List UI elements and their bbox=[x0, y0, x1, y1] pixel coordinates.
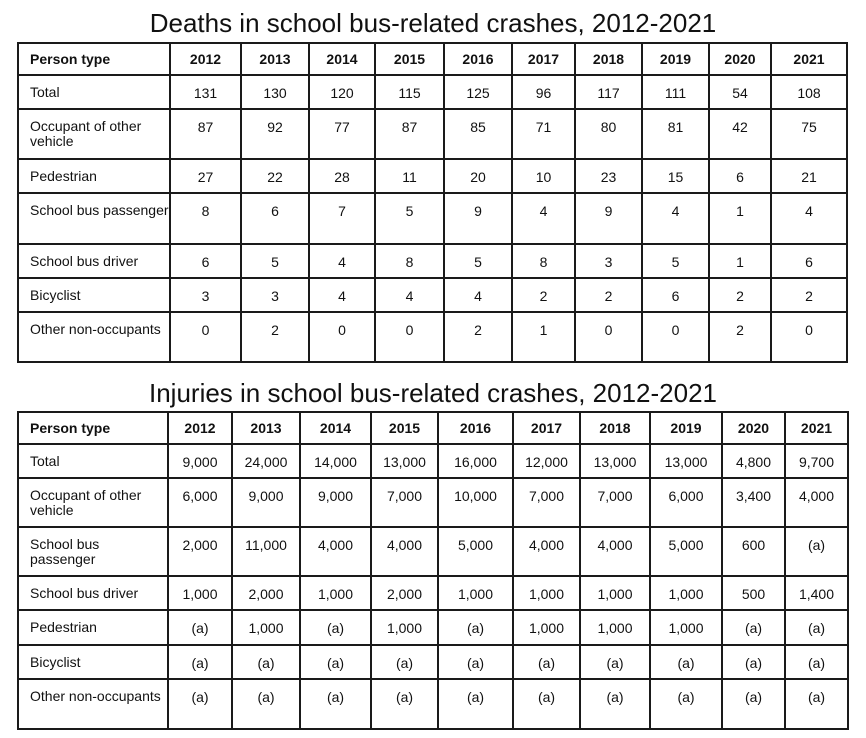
table-cell: 42 bbox=[709, 109, 771, 159]
table-cell: 13,000 bbox=[580, 444, 650, 478]
table-cell: 10 bbox=[512, 159, 575, 193]
table-cell: 85 bbox=[444, 109, 512, 159]
table-row bbox=[18, 645, 848, 679]
table-cell: 1,000 bbox=[300, 576, 371, 610]
table-row bbox=[18, 75, 847, 109]
injuries-table bbox=[17, 411, 849, 730]
column-header-year: 2015 bbox=[375, 43, 444, 75]
table-cell: 4 bbox=[512, 193, 575, 244]
row-label: Pedestrian bbox=[18, 159, 170, 193]
table-cell: 120 bbox=[309, 75, 375, 109]
column-header-year: 2014 bbox=[309, 43, 375, 75]
table-cell: (a) bbox=[371, 645, 438, 679]
column-header-year: 2016 bbox=[444, 43, 512, 75]
table-cell: 81 bbox=[642, 109, 709, 159]
table-cell: (a) bbox=[722, 610, 785, 645]
table-cell: (a) bbox=[580, 679, 650, 729]
table-cell: 9,000 bbox=[232, 478, 300, 527]
column-header-year: 2015 bbox=[371, 412, 438, 444]
table-cell: (a) bbox=[722, 679, 785, 729]
table-cell: (a) bbox=[722, 645, 785, 679]
table-cell: 4 bbox=[309, 278, 375, 312]
table-cell: 71 bbox=[512, 109, 575, 159]
column-header-year: 2019 bbox=[642, 43, 709, 75]
column-header-year: 2018 bbox=[575, 43, 642, 75]
column-header-person-type: Person type bbox=[18, 43, 170, 75]
table-cell: 2 bbox=[709, 278, 771, 312]
row-label: School bus passenger bbox=[18, 193, 170, 244]
table-cell: 23 bbox=[575, 159, 642, 193]
table-cell: 7,000 bbox=[580, 478, 650, 527]
table-cell: 2,000 bbox=[232, 576, 300, 610]
injuries-header-row bbox=[18, 412, 848, 444]
row-label: Total bbox=[18, 75, 170, 109]
table-cell: 54 bbox=[709, 75, 771, 109]
table-cell: (a) bbox=[513, 679, 580, 729]
table-cell: 77 bbox=[309, 109, 375, 159]
table-row bbox=[18, 244, 847, 278]
row-label: Total bbox=[18, 444, 168, 478]
table-cell: 4 bbox=[444, 278, 512, 312]
table-cell: (a) bbox=[785, 679, 848, 729]
table-cell: 1,000 bbox=[168, 576, 232, 610]
table-cell: 0 bbox=[375, 312, 444, 362]
table-cell: 0 bbox=[309, 312, 375, 362]
table-cell: 4 bbox=[309, 244, 375, 278]
table-cell: (a) bbox=[168, 645, 232, 679]
column-header-year: 2018 bbox=[580, 412, 650, 444]
table-cell: 28 bbox=[309, 159, 375, 193]
table-cell: 4,000 bbox=[785, 478, 848, 527]
table-cell: (a) bbox=[300, 610, 371, 645]
table-cell: 13,000 bbox=[650, 444, 722, 478]
column-header-year: 2016 bbox=[438, 412, 513, 444]
deaths-table bbox=[17, 42, 848, 363]
table-cell: 2 bbox=[444, 312, 512, 362]
table-cell: 125 bbox=[444, 75, 512, 109]
row-label: Bicyclist bbox=[18, 278, 170, 312]
table-cell: 600 bbox=[722, 527, 785, 576]
deaths-table-title: Deaths in school bus-related crashes, 2012-2021 bbox=[149, 8, 717, 38]
table-cell: 0 bbox=[642, 312, 709, 362]
table-cell: 1 bbox=[512, 312, 575, 362]
row-label: Occupant of other vehicle bbox=[18, 478, 168, 527]
table-cell: (a) bbox=[650, 645, 722, 679]
table-cell: 3 bbox=[241, 278, 309, 312]
table-cell: 0 bbox=[575, 312, 642, 362]
table-row bbox=[18, 278, 847, 312]
table-cell: 1,000 bbox=[232, 610, 300, 645]
table-cell: 27 bbox=[170, 159, 241, 193]
table-cell: 5 bbox=[241, 244, 309, 278]
table-cell: 14,000 bbox=[300, 444, 371, 478]
table-cell: 2 bbox=[512, 278, 575, 312]
column-header-year: 2019 bbox=[650, 412, 722, 444]
table-cell: (a) bbox=[785, 527, 848, 576]
table-cell: (a) bbox=[650, 679, 722, 729]
table-cell: (a) bbox=[438, 679, 513, 729]
table-cell: 4,000 bbox=[513, 527, 580, 576]
table-cell: 4 bbox=[771, 193, 847, 244]
table-row bbox=[18, 478, 848, 527]
table-cell: 16,000 bbox=[438, 444, 513, 478]
table-cell: 13,000 bbox=[371, 444, 438, 478]
table-cell: 0 bbox=[170, 312, 241, 362]
table-cell: 5 bbox=[444, 244, 512, 278]
table-cell: 22 bbox=[241, 159, 309, 193]
table-cell: (a) bbox=[232, 645, 300, 679]
table-cell: 4 bbox=[642, 193, 709, 244]
table-cell: 2 bbox=[771, 278, 847, 312]
column-header-year: 2021 bbox=[771, 43, 847, 75]
table-cell: 3 bbox=[170, 278, 241, 312]
column-header-year: 2017 bbox=[512, 43, 575, 75]
table-cell: (a) bbox=[785, 645, 848, 679]
table-cell: 4,800 bbox=[722, 444, 785, 478]
table-cell: 4,000 bbox=[580, 527, 650, 576]
row-label: School bus passenger bbox=[18, 527, 168, 576]
table-cell: 117 bbox=[575, 75, 642, 109]
table-cell: 108 bbox=[771, 75, 847, 109]
table-cell: 500 bbox=[722, 576, 785, 610]
column-header-year: 2012 bbox=[170, 43, 241, 75]
column-header-year: 2020 bbox=[722, 412, 785, 444]
table-cell: 6 bbox=[170, 244, 241, 278]
column-header-year: 2021 bbox=[785, 412, 848, 444]
column-header-year: 2012 bbox=[168, 412, 232, 444]
table-cell: (a) bbox=[513, 645, 580, 679]
table-cell: 9,000 bbox=[168, 444, 232, 478]
table-cell: 7,000 bbox=[513, 478, 580, 527]
table-cell: 80 bbox=[575, 109, 642, 159]
row-label: Other non-occupants bbox=[18, 679, 168, 729]
column-header-year: 2020 bbox=[709, 43, 771, 75]
table-cell: 5,000 bbox=[650, 527, 722, 576]
row-label: Other non-occupants bbox=[18, 312, 170, 362]
table-cell: 96 bbox=[512, 75, 575, 109]
table-row bbox=[18, 444, 848, 478]
table-cell: 6 bbox=[642, 278, 709, 312]
row-label: School bus driver bbox=[18, 576, 168, 610]
table-cell: 92 bbox=[241, 109, 309, 159]
table-cell: 5 bbox=[642, 244, 709, 278]
table-row bbox=[18, 679, 848, 729]
table-cell: 0 bbox=[771, 312, 847, 362]
table-cell: 7 bbox=[309, 193, 375, 244]
table-cell: 5 bbox=[375, 193, 444, 244]
table-cell: (a) bbox=[438, 645, 513, 679]
table-cell: 8 bbox=[170, 193, 241, 244]
table-cell: 130 bbox=[241, 75, 309, 109]
table-cell: 1,000 bbox=[650, 576, 722, 610]
table-cell: 6 bbox=[771, 244, 847, 278]
table-cell: 75 bbox=[771, 109, 847, 159]
table-cell: 2,000 bbox=[168, 527, 232, 576]
row-label: School bus driver bbox=[18, 244, 170, 278]
table-cell: 2 bbox=[241, 312, 309, 362]
table-cell: 6 bbox=[241, 193, 309, 244]
table-cell: 7,000 bbox=[371, 478, 438, 527]
table-cell: 6 bbox=[709, 159, 771, 193]
table-cell: 4,000 bbox=[371, 527, 438, 576]
table-cell: 21 bbox=[771, 159, 847, 193]
deaths-table-header bbox=[18, 43, 847, 75]
column-header-year: 2013 bbox=[241, 43, 309, 75]
table-cell: 3 bbox=[575, 244, 642, 278]
table-cell: 11,000 bbox=[232, 527, 300, 576]
table-cell: 1,000 bbox=[513, 576, 580, 610]
table-cell: 8 bbox=[512, 244, 575, 278]
table-cell: 9 bbox=[575, 193, 642, 244]
injuries-table-body bbox=[18, 444, 848, 729]
table-cell: 4,000 bbox=[300, 527, 371, 576]
table-cell: 10,000 bbox=[438, 478, 513, 527]
table-cell: 1,000 bbox=[513, 610, 580, 645]
table-row bbox=[18, 159, 847, 193]
table-cell: 8 bbox=[375, 244, 444, 278]
table-cell: 6,000 bbox=[650, 478, 722, 527]
table-cell: 9,700 bbox=[785, 444, 848, 478]
table-row bbox=[18, 576, 848, 610]
table-cell: 9 bbox=[444, 193, 512, 244]
column-header-year: 2017 bbox=[513, 412, 580, 444]
table-cell: (a) bbox=[168, 610, 232, 645]
table-cell: 115 bbox=[375, 75, 444, 109]
deaths-table-body bbox=[18, 75, 847, 362]
table-cell: 20 bbox=[444, 159, 512, 193]
table-cell: 2 bbox=[575, 278, 642, 312]
table-cell: 1,400 bbox=[785, 576, 848, 610]
table-cell: (a) bbox=[168, 679, 232, 729]
table-row bbox=[18, 109, 847, 159]
table-cell: 6,000 bbox=[168, 478, 232, 527]
table-cell: 3,400 bbox=[722, 478, 785, 527]
column-header-year: 2014 bbox=[300, 412, 371, 444]
table-cell: 2 bbox=[709, 312, 771, 362]
table-cell: 24,000 bbox=[232, 444, 300, 478]
table-row bbox=[18, 312, 847, 362]
table-cell: 9,000 bbox=[300, 478, 371, 527]
row-label: Bicyclist bbox=[18, 645, 168, 679]
table-cell: 2,000 bbox=[371, 576, 438, 610]
table-row bbox=[18, 193, 847, 244]
table-cell: 1,000 bbox=[438, 576, 513, 610]
table-cell: 111 bbox=[642, 75, 709, 109]
table-cell: 1 bbox=[709, 193, 771, 244]
table-cell: 1 bbox=[709, 244, 771, 278]
table-cell: 1,000 bbox=[580, 576, 650, 610]
table-cell: 15 bbox=[642, 159, 709, 193]
table-cell: (a) bbox=[580, 645, 650, 679]
table-row bbox=[18, 527, 848, 576]
table-cell: 11 bbox=[375, 159, 444, 193]
table-cell: (a) bbox=[371, 679, 438, 729]
table-cell: 1,000 bbox=[650, 610, 722, 645]
table-cell: (a) bbox=[300, 679, 371, 729]
table-row bbox=[18, 610, 848, 645]
table-cell: 87 bbox=[375, 109, 444, 159]
deaths-header-row bbox=[18, 43, 847, 75]
table-cell: 12,000 bbox=[513, 444, 580, 478]
table-cell: 4 bbox=[375, 278, 444, 312]
table-cell: (a) bbox=[785, 610, 848, 645]
row-label: Occupant of other vehicle bbox=[18, 109, 170, 159]
table-cell: 87 bbox=[170, 109, 241, 159]
table-cell: 1,000 bbox=[580, 610, 650, 645]
table-cell: 131 bbox=[170, 75, 241, 109]
table-cell: 1,000 bbox=[371, 610, 438, 645]
table-cell: (a) bbox=[232, 679, 300, 729]
column-header-year: 2013 bbox=[232, 412, 300, 444]
injuries-table-title: Injuries in school bus-related crashes, 2012-2021 bbox=[148, 378, 717, 408]
table-cell: (a) bbox=[300, 645, 371, 679]
column-header-person-type: Person type bbox=[18, 412, 168, 444]
injuries-table-header bbox=[18, 412, 848, 444]
table-cell: 5,000 bbox=[438, 527, 513, 576]
table-cell: (a) bbox=[438, 610, 513, 645]
row-label: Pedestrian bbox=[18, 610, 168, 645]
